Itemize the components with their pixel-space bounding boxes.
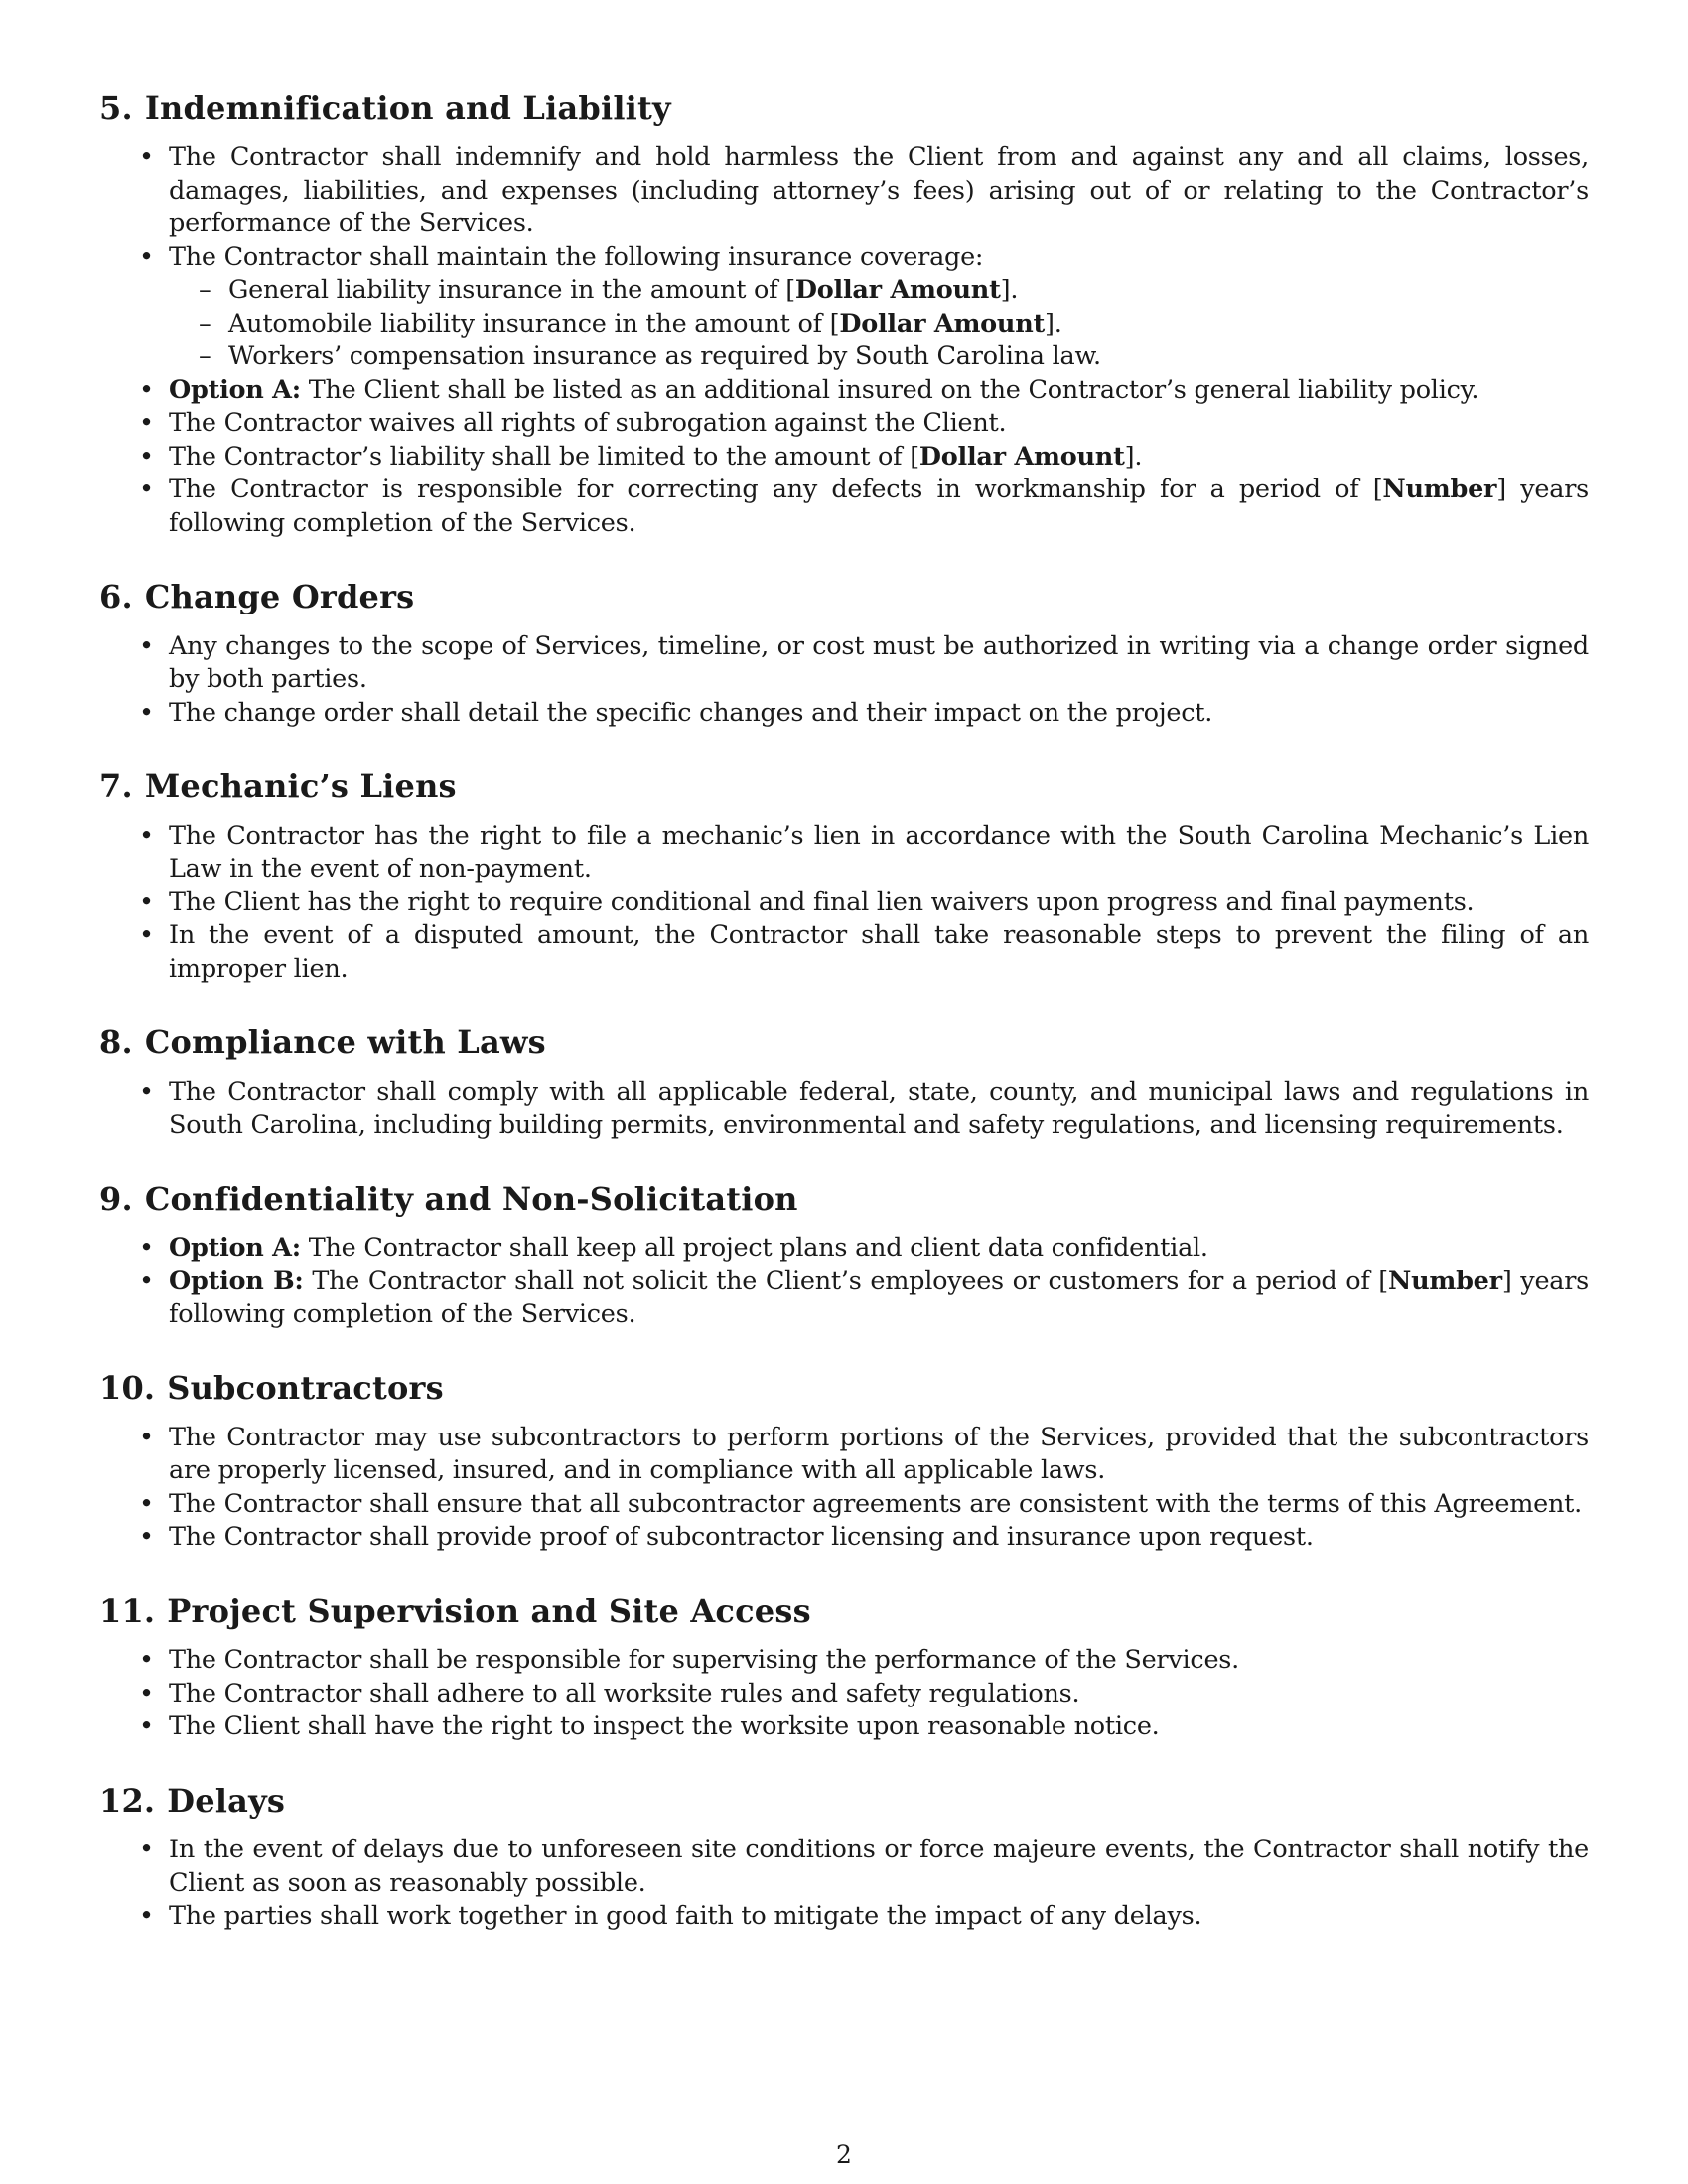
list-item [99, 697, 1589, 731]
section-compliance [99, 1024, 1589, 1142]
list-item [99, 241, 1589, 374]
item-text: ] years following completion of the Services. [169, 475, 1589, 538]
section-heading [99, 1782, 1589, 1820]
list-item [99, 1710, 1589, 1744]
section-title: Project Supervision and Site Access [167, 1591, 811, 1630]
section-project-supervision [99, 1592, 1589, 1744]
list-item [99, 919, 1589, 986]
section-heading [99, 1024, 1589, 1061]
section-title: Mechanic’s Liens [144, 767, 457, 806]
item-text: Any changes to the scope of Services, timeline, or cost must be authorized in writing via a change order signed by both parties. [169, 630, 1589, 695]
option-label: Option B: [169, 1266, 304, 1297]
bullet-list [99, 1644, 1589, 1744]
item-text: ]. [1124, 441, 1143, 472]
list-item [99, 1521, 1589, 1555]
list-item [99, 820, 1589, 887]
section-heading [99, 578, 1589, 615]
item-text: The Contractor may use subcontractors to perform portions of the Services, provided that the subcontractors are properly licensed, insured, and in compliance with all applicable laws. [169, 1422, 1589, 1486]
section-number: 12. [99, 1781, 156, 1820]
item-text: The Contractor is responsible for correcting any defects in workmanship for a period of [ [169, 475, 1383, 505]
sub-list-item [169, 274, 1589, 308]
section-mechanics-liens [99, 767, 1589, 986]
item-text: The Client shall be listed as an additional insured on the Contractor’s general liability policy. [300, 374, 1479, 405]
section-title: Delays [167, 1781, 286, 1820]
section-indemnification [99, 89, 1589, 540]
item-text: The Contractor shall keep all project plans and client data confidential. [300, 1232, 1208, 1263]
item-text: Workers’ compensation insurance as required by South Carolina law. [228, 341, 1101, 372]
section-number: 9. [99, 1179, 133, 1218]
placeholder-field: Number [1382, 475, 1497, 505]
item-text: The Contractor waives all rights of subrogation against the Client. [169, 408, 1007, 439]
item-text: The Contractor shall indemnify and hold harmless the Client from and against any and all claims, losses, damages, liabilities, and expenses (including attorney’s fees) arising out of or relating to the Contractor’s performance of the Services. [169, 142, 1589, 239]
item-text: The Contractor shall provide proof of subcontractor licensing and insurance upon request. [169, 1522, 1314, 1553]
placeholder-field: Dollar Amount [839, 308, 1046, 339]
list-item [99, 887, 1589, 920]
section-heading [99, 89, 1589, 127]
section-change-orders [99, 578, 1589, 730]
list-item [99, 374, 1589, 408]
section-heading [99, 1592, 1589, 1630]
list-item [99, 1900, 1589, 1934]
item-text: The Contractor shall ensure that all subcontractor agreements are consistent with the terms of this Agreement. [169, 1488, 1583, 1519]
sub-list [169, 274, 1589, 374]
bullet-list [99, 1232, 1589, 1332]
section-number: 6. [99, 578, 133, 616]
section-title: Compliance with Laws [144, 1024, 546, 1062]
item-text: The Contractor shall adhere to all worksite rules and safety regulations. [169, 1678, 1080, 1708]
item-text: In the event of a disputed amount, the Contractor shall take reasonable steps to prevent the filing of an improper lien. [169, 920, 1589, 984]
document-page [99, 89, 1589, 1972]
bullet-list [99, 1422, 1589, 1555]
item-text: The Client shall have the right to inspect the worksite upon reasonable notice. [169, 1711, 1160, 1742]
bullet-list [99, 630, 1589, 731]
section-title: Confidentiality and Non-Solicitation [144, 1179, 798, 1218]
list-item [99, 441, 1589, 475]
item-text: ] years following completion of the Services. [169, 1266, 1590, 1329]
section-heading [99, 1180, 1589, 1218]
page-number: 2 [836, 2140, 852, 2169]
item-text: The Contractor shall not solicit the Client’s employees or customers for a period of [ [303, 1266, 1389, 1297]
bullet-list [99, 820, 1589, 987]
item-text: ]. [1045, 308, 1062, 339]
list-item [99, 1265, 1589, 1331]
section-number: 7. [99, 767, 133, 806]
list-item [99, 1422, 1589, 1488]
section-title: Change Orders [144, 578, 415, 616]
item-text: The Client has the right to require conditional and final lien waivers upon progress and final payments. [169, 887, 1475, 917]
section-number: 10. [99, 1369, 156, 1408]
placeholder-field: Dollar Amount [794, 275, 1001, 306]
item-text: In the event of delays due to unforeseen site conditions or force majeure events, the Contractor shall notify the Client as soon as reasonably possible. [169, 1835, 1589, 1898]
option-label: Option A: [169, 374, 301, 405]
list-item [99, 630, 1589, 697]
list-item [99, 1644, 1589, 1678]
sub-list-item [169, 341, 1589, 374]
section-heading [99, 1369, 1589, 1407]
section-number: 8. [99, 1024, 133, 1062]
section-confidentiality [99, 1180, 1589, 1332]
item-text: The parties shall work together in good faith to mitigate the impact of any delays. [169, 1901, 1202, 1932]
section-subcontractors [99, 1369, 1589, 1554]
list-item [99, 1232, 1589, 1266]
item-text: General liability insurance in the amount of [ [228, 275, 795, 306]
item-text: The Contractor shall maintain the following insurance coverage: [169, 241, 984, 272]
list-item [99, 407, 1589, 441]
section-delays [99, 1782, 1589, 1934]
list-item [99, 1076, 1589, 1143]
list-item [99, 1678, 1589, 1711]
item-text: Automobile liability insurance in the amount of [ [228, 308, 840, 339]
bullet-list [99, 1834, 1589, 1934]
sub-list-item [169, 308, 1589, 341]
section-number: 5. [99, 89, 133, 127]
list-item [99, 1834, 1589, 1900]
list-item [99, 1488, 1589, 1522]
item-text: The Contractor shall be responsible for supervising the performance of the Services. [169, 1645, 1239, 1676]
bullet-list [99, 141, 1589, 540]
item-text: The change order shall detail the specific changes and their impact on the project. [169, 697, 1213, 728]
section-number: 11. [99, 1591, 156, 1630]
section-title: Subcontractors [167, 1369, 444, 1408]
option-label: Option A: [169, 1232, 301, 1263]
list-item [99, 141, 1589, 241]
item-text: The Contractor has the right to file a mechanic’s lien in accordance with the South Carolina Mechanic’s Lien Law in the event of non-payment. [169, 820, 1589, 885]
item-text: The Contractor shall comply with all applicable federal, state, county, and municipal laws and regulations in South Carolina, including building permits, environmental and safety regulations, and licensing requirements. [169, 1076, 1589, 1141]
section-heading [99, 767, 1589, 805]
item-text: The Contractor’s liability shall be limited to the amount of [ [169, 441, 919, 472]
bullet-list [99, 1076, 1589, 1143]
placeholder-field: Dollar Amount [918, 441, 1125, 472]
section-title: Indemnification and Liability [144, 89, 671, 127]
list-item [99, 474, 1589, 540]
item-text: ]. [1000, 275, 1019, 306]
placeholder-field: Number [1388, 1266, 1502, 1297]
